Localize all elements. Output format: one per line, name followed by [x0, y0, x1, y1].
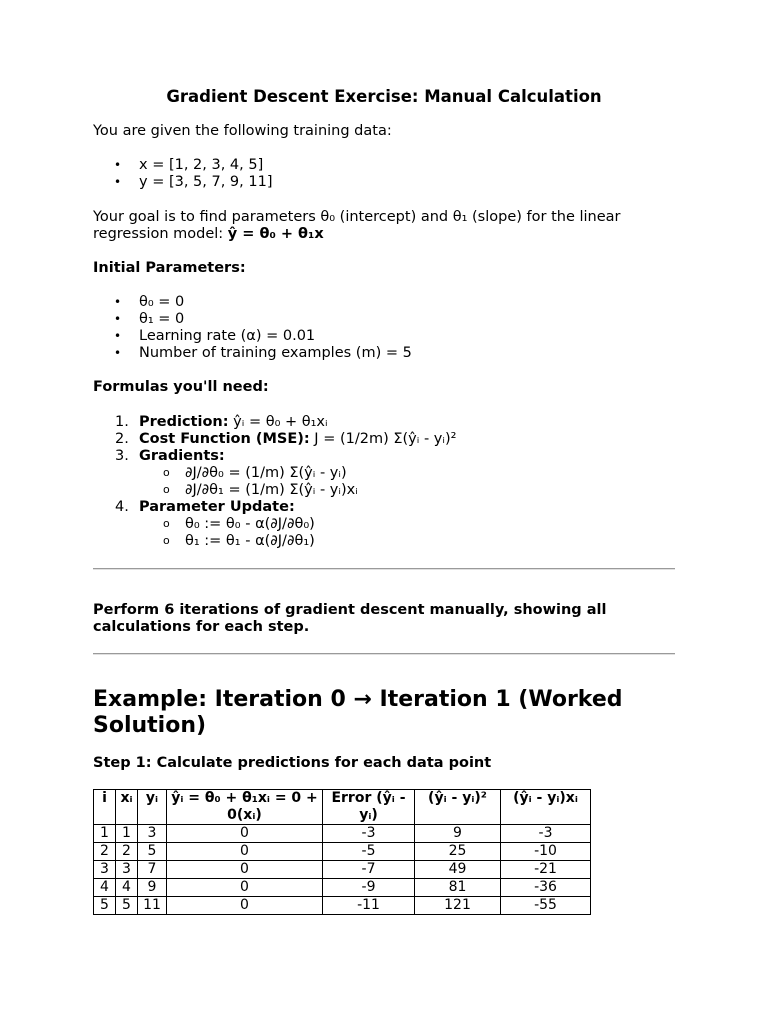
gradient-sub-list	[139, 465, 683, 499]
column-header: i	[94, 790, 116, 825]
list-item: • θ₀ = 0	[93, 294, 683, 311]
column-header: xᵢ	[116, 790, 138, 825]
table-cell: -9	[323, 879, 415, 897]
table-cell: 7	[138, 861, 167, 879]
table-row	[94, 843, 591, 861]
initial-params-list	[93, 294, 683, 362]
table-cell: 1	[116, 825, 138, 843]
list-item: • y = [3, 5, 7, 9, 11]	[93, 174, 683, 191]
sub-list-item: o ∂J/∂θ₁ = (1/m) Σ(ŷᵢ - yᵢ)xᵢ	[139, 482, 683, 499]
column-header: (ŷᵢ - yᵢ)xᵢ	[501, 790, 591, 825]
table-cell: -11	[323, 897, 415, 915]
column-header: ŷᵢ = θ₀ + θ₁xᵢ = 0 + 0(xᵢ)	[167, 790, 323, 825]
table-cell: -21	[501, 861, 591, 879]
formula-prediction	[93, 414, 683, 431]
table-cell: 3	[138, 825, 167, 843]
column-header: Error (ŷᵢ - yᵢ)	[323, 790, 415, 825]
step-heading: Step 1: Calculate predictions for each data point	[93, 755, 492, 771]
table-cell: 4	[116, 879, 138, 897]
formula-text: ŷᵢ = θ₀ + θ₁xᵢ	[228, 414, 328, 430]
table-cell: -10	[501, 843, 591, 861]
table-row	[94, 825, 591, 843]
goal-text: Your goal is to find parameters θ₀ (intercept) and θ₁ (slope) for the linear regression model:	[93, 209, 621, 242]
table-cell: 5	[116, 897, 138, 915]
list-item: • Learning rate (α) = 0.01	[93, 328, 683, 345]
table-cell: 81	[415, 879, 501, 897]
example-heading: Example: Iteration 0 → Iteration 1 (Worked Solution)	[93, 687, 623, 738]
formula-label: Cost Function (MSE):	[139, 431, 310, 447]
table-cell: 9	[415, 825, 501, 843]
formula-label: Gradients:	[139, 448, 225, 464]
table-body	[94, 825, 591, 915]
table-cell: -36	[501, 879, 591, 897]
model-equation: ŷ = θ₀ + θ₁x	[227, 226, 324, 242]
list-item: • x = [1, 2, 3, 4, 5]	[93, 157, 683, 174]
table-cell: 1	[94, 825, 116, 843]
table-cell: 49	[415, 861, 501, 879]
intro-text: You are given the following training data:	[93, 123, 392, 139]
update-sub-list	[139, 516, 683, 550]
formula-label: Prediction:	[139, 414, 229, 430]
initial-params-heading: Initial Parameters:	[93, 260, 246, 276]
table-cell: 3	[94, 861, 116, 879]
table-cell: 0	[167, 843, 323, 861]
instruction-text: Perform 6 iterations of gradient descent manually, showing all calculations for each step.	[93, 602, 607, 635]
column-header: (ŷᵢ - yᵢ)²	[415, 790, 501, 825]
list-item: • θ₁ = 0	[93, 311, 683, 328]
table-row	[94, 861, 591, 879]
training-data-list	[93, 157, 683, 191]
list-number: 4.	[115, 499, 129, 515]
list-item: • Number of training examples (m) = 5	[93, 345, 683, 362]
table-cell: 0	[167, 879, 323, 897]
table-cell: -5	[323, 843, 415, 861]
table-cell: -3	[501, 825, 591, 843]
page-title: Gradient Descent Exercise: Manual Calculation	[166, 87, 602, 106]
calculation-table	[93, 789, 591, 915]
horizontal-divider	[93, 568, 675, 570]
sub-list-item: o ∂J/∂θ₀ = (1/m) Σ(ŷᵢ - yᵢ)	[139, 465, 683, 482]
list-number: 2.	[115, 431, 129, 447]
table-cell: 3	[116, 861, 138, 879]
table-cell: -3	[323, 825, 415, 843]
table-cell: 25	[415, 843, 501, 861]
table-cell: 2	[116, 843, 138, 861]
list-number: 1.	[115, 414, 129, 430]
table-cell: 0	[167, 825, 323, 843]
table-cell: 9	[138, 879, 167, 897]
formulas-heading: Formulas you'll need:	[93, 379, 269, 395]
table-cell: 11	[138, 897, 167, 915]
sub-list-item: o θ₀ := θ₀ - α(∂J/∂θ₀)	[139, 516, 683, 533]
goal-paragraph	[93, 209, 673, 243]
list-number: 3.	[115, 448, 129, 464]
sub-list-item: o θ₁ := θ₁ - α(∂J/∂θ₁)	[139, 533, 683, 550]
table-cell: 5	[94, 897, 116, 915]
table-cell: 4	[94, 879, 116, 897]
table-row	[94, 879, 591, 897]
column-header: yᵢ	[138, 790, 167, 825]
table-cell: 121	[415, 897, 501, 915]
formula-cost	[93, 431, 683, 448]
formula-update	[93, 499, 683, 550]
table-cell: -55	[501, 897, 591, 915]
formula-text: J = (1/2m) Σ(ŷᵢ - yᵢ)²	[309, 431, 457, 447]
table-cell: 0	[167, 861, 323, 879]
formula-gradients	[93, 448, 683, 499]
table-row	[94, 897, 591, 915]
horizontal-divider	[93, 653, 675, 655]
table-cell: 5	[138, 843, 167, 861]
table-cell: -7	[323, 861, 415, 879]
table-cell: 0	[167, 897, 323, 915]
table-cell: 2	[94, 843, 116, 861]
formula-label: Parameter Update:	[139, 499, 295, 515]
table-header-row	[94, 790, 591, 825]
formulas-list	[93, 414, 683, 550]
